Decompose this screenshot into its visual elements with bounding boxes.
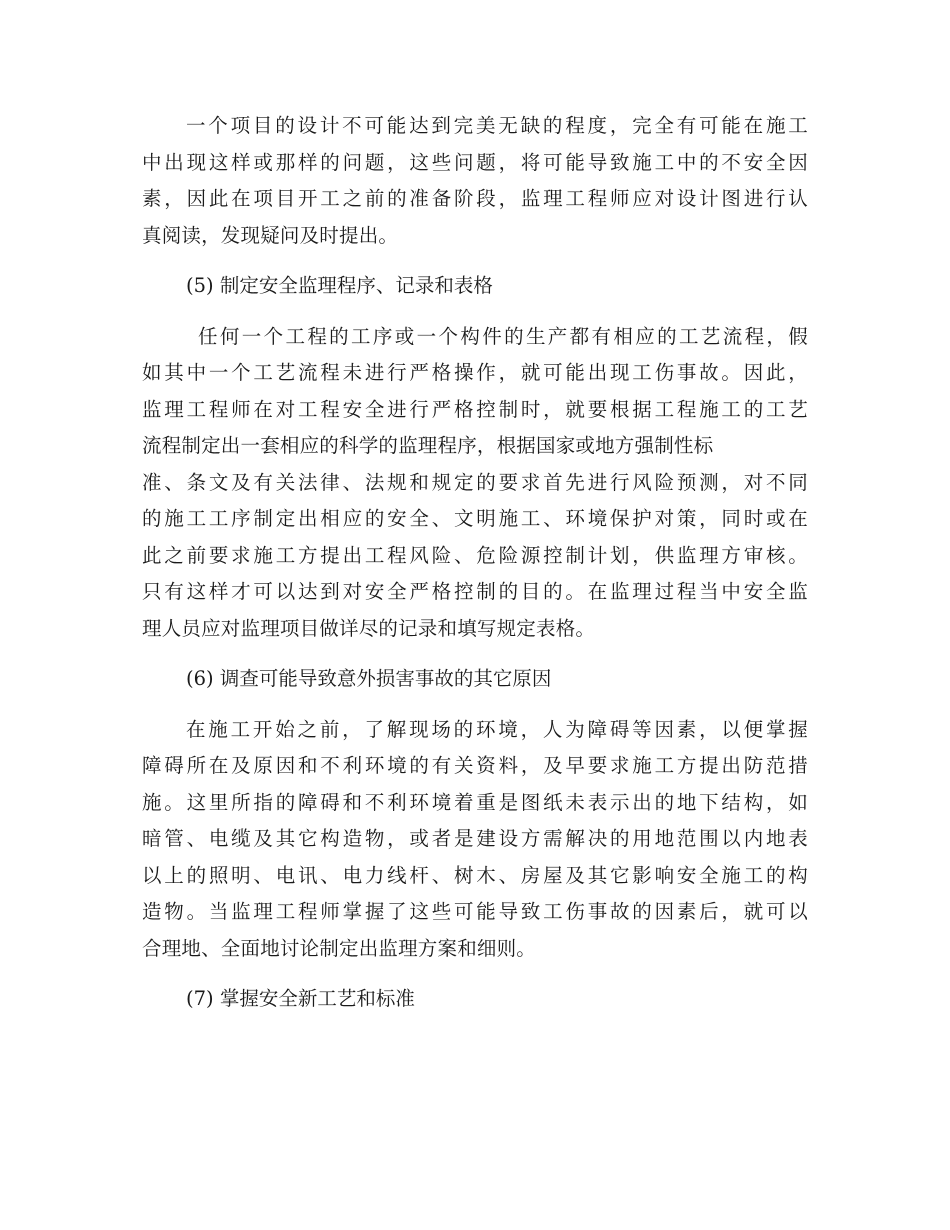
text-line: 只有这样才可以达到对安全严格控制的目的。在监理过程当中安全监 (142, 580, 808, 603)
document-page (142, 108, 808, 1032)
text-line: 障碍所在及原因和不利环境的有关资料，及早要求施工方提出防范措 (142, 754, 808, 777)
text-line: 中出现这样或那样的问题，这些问题，将可能导致施工中的不安全因 (142, 150, 808, 174)
text-line: 此之前要求施工方提出工程风险、危险源控制计划，供监理方审核。 (142, 543, 808, 567)
paragraph-investigation (142, 712, 808, 968)
section-heading-7: (7) 掌握安全新工艺和标准 (186, 987, 415, 1010)
text-line: 造物。当监理工程师掌握了这些可能导致工伤事故的因素后，就可以 (142, 900, 808, 923)
text-line: 素，因此在项目开工之前的准备阶段，监理工程师应对设计图进行认 (142, 187, 808, 210)
text-line: 理人员应对监理项目做详尽的记录和填写规定表格。 (142, 616, 596, 640)
text-line: 施。这里所指的障碍和不利环境着重是图纸未表示出的地下结构，如 (142, 790, 808, 814)
section-heading-5: (5) 制定安全监理程序、记录和表格 (186, 274, 493, 297)
text-line: 的施工工序制定出相应的安全、文明施工、环境保护对策，同时或在 (142, 507, 808, 530)
text-line: 如其中一个工艺流程未进行严格操作，就可能出现工伤事故。因此， (142, 361, 808, 384)
text-line: 监理工程师在对工程安全进行严格控制时，就要根据工程施工的工艺 (142, 397, 808, 421)
text-line: 流程制定出一套相应的科学的监理程序，根据国家或地方强制性标 (142, 434, 714, 457)
paragraph-procedures (142, 319, 808, 648)
paragraph-design-review (142, 108, 808, 254)
text-line: 准、条文及有关法律、法规和规定的要求首先进行风险预测，对不同 (142, 470, 808, 494)
text-line: 以上的照明、电讯、电力线杆、树木、房屋及其它影响安全施工的构 (142, 863, 808, 887)
text-line: 合理地、全面地讨论制定出监理方案和细则。 (142, 936, 537, 960)
text-line: 一个项目的设计不可能达到完美无缺的程度，完全有可能在施工 (186, 114, 808, 137)
text-line: 真阅读，发现疑问及时提出。 (142, 223, 399, 247)
text-line: 暗管、电缆及其它构造物，或者是建设方需解决的用地范围以内地表 (142, 827, 808, 850)
section-heading-6: (6) 调查可能导致意外损害事故的其它原因 (186, 667, 552, 690)
text-line: 任何一个工程的工序或一个构件的生产都有相应的工艺流程，假 (198, 324, 808, 348)
text-line: 在施工开始之前，了解现场的环境，人为障碍等因素，以便掌握 (186, 717, 808, 741)
